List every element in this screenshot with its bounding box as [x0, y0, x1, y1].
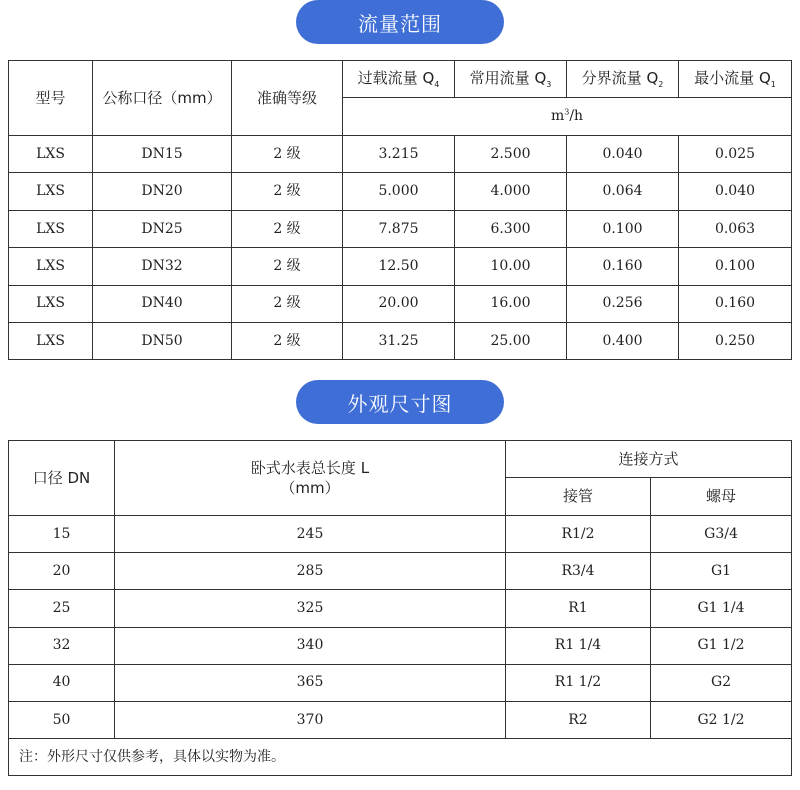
cell-model: LXS	[9, 173, 93, 210]
cell-dn: 32	[9, 627, 115, 664]
header-nut: 螺母	[651, 478, 792, 516]
cell-q2: 0.160	[567, 248, 679, 285]
table-row	[9, 664, 792, 701]
cell-grade: 2 级	[232, 248, 343, 285]
dimension-title-badge	[296, 380, 504, 424]
flow-unit: $m^3/h$	[343, 98, 792, 136]
cell-q3: 2.500	[455, 136, 567, 173]
table-row	[9, 701, 792, 738]
header-total-length: 卧式水表总长度 L （mm）	[115, 441, 506, 516]
cell-dn: DN50	[93, 322, 232, 359]
cell-q3: 6.300	[455, 210, 567, 247]
cell-model: LXS	[9, 136, 93, 173]
cell-dn: 40	[9, 664, 115, 701]
cell-dn: DN32	[93, 248, 232, 285]
cell-q4: 7.875	[343, 210, 455, 247]
flow-range-table	[8, 60, 792, 360]
cell-length: 365	[115, 664, 506, 701]
cell-pipe: R1 1/4	[506, 627, 651, 664]
cell-q2: 0.100	[567, 210, 679, 247]
table-row	[9, 285, 792, 322]
cell-grade: 2 级	[232, 136, 343, 173]
cell-q2: 0.064	[567, 173, 679, 210]
table-row	[9, 136, 792, 173]
cell-q3: 10.00	[455, 248, 567, 285]
cell-q3: 4.000	[455, 173, 567, 210]
cell-pipe: R1/2	[506, 516, 651, 553]
cell-q4: 3.215	[343, 136, 455, 173]
cell-pipe: R1 1/2	[506, 664, 651, 701]
cell-dn: DN15	[93, 136, 232, 173]
cell-nut: G3/4	[651, 516, 792, 553]
cell-q1: 0.250	[679, 322, 792, 359]
dimension-table	[8, 440, 792, 776]
cell-q1: 0.040	[679, 173, 792, 210]
flow-range-title: 流量范围	[358, 11, 442, 36]
cell-q4: 31.25	[343, 322, 455, 359]
header-boundary-flow: 分界流量 $Q_2$	[567, 61, 679, 98]
cell-q4: 12.50	[343, 248, 455, 285]
cell-pipe: R1	[506, 590, 651, 627]
header-connection: 连接方式	[506, 441, 792, 478]
header-diameter: 口径 DN	[9, 441, 115, 516]
table-row	[9, 590, 792, 627]
header-accuracy-class: 准确等级	[232, 61, 343, 136]
cell-q2: 0.040	[567, 136, 679, 173]
cell-length: 340	[115, 627, 506, 664]
header-pipe: 接管	[506, 478, 651, 516]
cell-length: 285	[115, 553, 506, 590]
cell-grade: 2 级	[232, 285, 343, 322]
cell-model: LXS	[9, 322, 93, 359]
cell-q2: 0.256	[567, 285, 679, 322]
cell-model: LXS	[9, 285, 93, 322]
cell-pipe: R2	[506, 701, 651, 738]
cell-dn: 20	[9, 553, 115, 590]
header-overload-flow: 过载流量 $Q_4$	[343, 61, 455, 98]
cell-dn: DN25	[93, 210, 232, 247]
cell-dn: 15	[9, 516, 115, 553]
table-row	[9, 173, 792, 210]
dimension-title: 外观尺寸图	[347, 391, 453, 416]
cell-nut: G2	[651, 664, 792, 701]
header-min-flow: 最小流量 $Q_1$	[679, 61, 792, 98]
table-row	[9, 627, 792, 664]
table-row	[9, 553, 792, 590]
cell-grade: 2 级	[232, 173, 343, 210]
table-row	[9, 516, 792, 553]
cell-q3: 25.00	[455, 322, 567, 359]
cell-model: LXS	[9, 248, 93, 285]
cell-nut: G1	[651, 553, 792, 590]
cell-q2: 0.400	[567, 322, 679, 359]
cell-dn: 50	[9, 701, 115, 738]
cell-dn: 25	[9, 590, 115, 627]
cell-grade: 2 级	[232, 322, 343, 359]
cell-nut: G2 1/2	[651, 701, 792, 738]
cell-length: 325	[115, 590, 506, 627]
cell-grade: 2 级	[232, 210, 343, 247]
cell-q1: 0.025	[679, 136, 792, 173]
header-nominal-diameter: 公称口径（mm）	[93, 61, 232, 136]
cell-length: 370	[115, 701, 506, 738]
table-row	[9, 248, 792, 285]
header-model: 型号	[9, 61, 93, 136]
cell-dn: DN40	[93, 285, 232, 322]
cell-dn: DN20	[93, 173, 232, 210]
cell-model: LXS	[9, 210, 93, 247]
cell-pipe: R3/4	[506, 553, 651, 590]
header-common-flow: 常用流量 $Q_3$	[455, 61, 567, 98]
cell-q4: 5.000	[343, 173, 455, 210]
cell-nut: G1 1/2	[651, 627, 792, 664]
cell-q1: 0.160	[679, 285, 792, 322]
cell-q3: 16.00	[455, 285, 567, 322]
flow-range-title-badge	[296, 0, 504, 44]
cell-q4: 20.00	[343, 285, 455, 322]
cell-length: 245	[115, 516, 506, 553]
cell-nut: G1 1/4	[651, 590, 792, 627]
cell-q1: 0.100	[679, 248, 792, 285]
table-row	[9, 210, 792, 247]
dimension-note: 注：外形尺寸仅供参考，具体以实物为准。	[9, 739, 792, 776]
cell-q1: 0.063	[679, 210, 792, 247]
table-row	[9, 322, 792, 359]
